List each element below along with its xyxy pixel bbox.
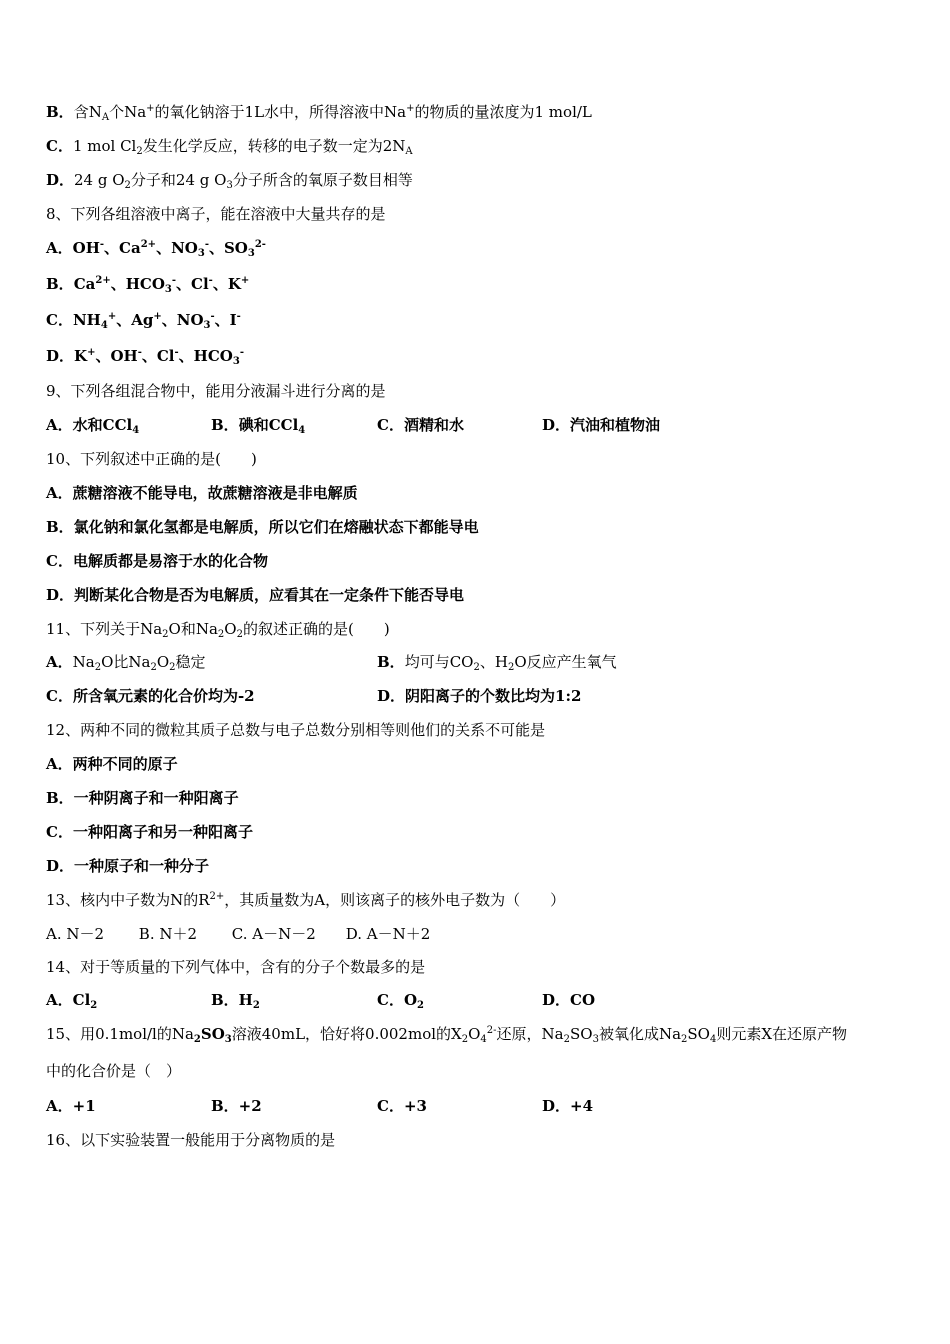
option-subscript: 4 — [298, 425, 306, 436]
option-text: 稳定 — [175, 653, 206, 671]
question-9: 9、下列各组混合物中，能用分液漏斗进行分离的是 — [46, 382, 386, 400]
ion-charge: 2+ — [140, 239, 157, 250]
q10-option-b: B．氯化钠和氯化氢都是电解质，所以它们在熔融状态下都能导电 — [46, 518, 479, 536]
q14-option-b — [211, 990, 260, 1010]
q7d-sub2: 3 — [226, 180, 233, 191]
option-label: B． — [211, 416, 239, 434]
ion-charge: 2- — [486, 1025, 497, 1036]
formula-subscript: 2 — [461, 1034, 469, 1045]
option-label: A． — [46, 416, 73, 434]
ion-charge: 2- — [254, 239, 266, 250]
question-15-continued: 中的化合价是（ ） — [46, 1062, 182, 1080]
ion-text: 、Ag — [116, 311, 154, 329]
formula-subscript: 2 — [150, 662, 157, 673]
option-label: C． — [46, 137, 73, 155]
q7-option-b — [46, 102, 592, 122]
ion-charge: - — [171, 275, 177, 286]
formula-subscript: 4 — [480, 1034, 487, 1045]
q12-option-a: A．两种不同的原子 — [46, 755, 178, 773]
formula-subscript: 2 — [681, 1034, 688, 1045]
question-12: 12、两种不同的微粒其质子总数与电子总数分别相等则他们的关系不可能是 — [46, 721, 546, 739]
formula-subscript: 2 — [169, 662, 176, 673]
formula-subscript: 2 — [162, 629, 169, 640]
q8-option-a — [46, 238, 266, 258]
formula-subscript: 3 — [592, 1034, 599, 1045]
q7b-sup2: + — [406, 103, 415, 114]
q10-option-d: D．判断某化合物是否为电解质，应看其在一定条件下能否导电 — [46, 586, 465, 604]
question-text: 则元素X在还原产物 — [716, 1025, 848, 1043]
q7c-sub2: A — [405, 146, 413, 157]
ion-charge: - — [236, 311, 241, 322]
question-8: 8、下列各组溶液中离子，能在溶液中大量共存的是 — [46, 205, 386, 223]
ion-text: 、I — [214, 311, 237, 329]
q9-option-b — [211, 415, 305, 435]
ion-subscript: 3 — [164, 284, 172, 295]
option-text: O — [156, 653, 170, 671]
formula-subscript: 2 — [217, 629, 225, 640]
ion-charge: 2+ — [95, 275, 111, 286]
q7b-sup1: + — [146, 103, 155, 114]
question-13 — [46, 890, 565, 910]
q7b-sub1: A — [101, 112, 110, 123]
q9-option-c: C．酒精和水 — [377, 416, 464, 434]
q11-option-b — [377, 652, 617, 672]
formula-subscript: 2 — [236, 629, 243, 640]
option-label: B． — [46, 103, 74, 121]
option-text: 碘和CCl — [238, 416, 299, 434]
formula-subscript: 2 — [473, 662, 480, 673]
question-text: O — [468, 1025, 481, 1043]
ion-charge: + — [87, 347, 96, 358]
q15-option-c: C．+3 — [377, 1097, 427, 1115]
ion-text: 、HCO — [178, 347, 233, 365]
question-text: 被氧化成Na — [598, 1025, 682, 1043]
q12-option-b: B．一种阴离子和一种阳离子 — [46, 789, 239, 807]
q7b-text3: 的氧化钠溶于1L水中，所得溶液中Na — [154, 103, 407, 121]
q8-option-c — [46, 310, 241, 330]
q7c-text1: 1 mol Cl — [72, 137, 137, 155]
ion-charge: + — [153, 311, 162, 322]
q11-option-c: C．所含氧元素的化合价均为-2 — [46, 687, 255, 705]
option-text: 均可与CO — [404, 653, 474, 671]
q11-option-a — [46, 652, 206, 672]
question-text: 还原，Na — [496, 1025, 564, 1043]
ion-charge: - — [174, 347, 179, 358]
q7b-text4: 的物质的量浓度为1 mol/L — [414, 103, 592, 121]
question-text: 15、用0.1mol/l的Na — [46, 1025, 194, 1043]
ion-text: NH — [72, 311, 101, 329]
q14-option-a — [46, 990, 97, 1010]
q9-option-a — [46, 415, 139, 435]
ion-charge: 2+ — [209, 891, 225, 902]
ion-text: 、K — [212, 275, 241, 293]
ion-charge: - — [210, 311, 215, 322]
ion-subscript: 3 — [232, 356, 240, 367]
formula-subscript: 4 — [709, 1034, 717, 1045]
question-text: ，其质量数为A，则该离子的核外电子数为（ ） — [224, 891, 566, 909]
formula-subscript: 2 — [90, 1000, 98, 1011]
option-label: B． — [377, 653, 405, 671]
ion-subscript: 3 — [247, 248, 255, 259]
question-text: SO — [569, 1025, 593, 1043]
q7b-text2: 个Na — [109, 103, 147, 121]
option-text: B．H — [211, 991, 253, 1009]
option-label: D． — [46, 171, 75, 189]
ion-charge: - — [208, 275, 213, 286]
question-text: 13、核内中子数为N的R — [46, 891, 210, 909]
q7d-text1: 24 g O — [74, 171, 125, 189]
option-text: 水和CCl — [72, 416, 133, 434]
formula-subscript: 3 — [224, 1034, 232, 1045]
option-label: C． — [46, 311, 73, 329]
question-text: O和Na — [168, 620, 218, 638]
question-15 — [46, 1024, 847, 1044]
q15-option-b: B．+2 — [211, 1097, 262, 1115]
formula-subscript: 2 — [417, 1000, 424, 1011]
option-label: B． — [46, 275, 74, 293]
formula-subscript: 2 — [507, 662, 515, 673]
ion-charge: + — [107, 311, 117, 322]
q9-option-d: D．汽油和植物油 — [542, 416, 661, 434]
option-text: O比Na — [101, 653, 151, 671]
q7-option-d — [46, 170, 413, 190]
option-subscript: 4 — [132, 425, 140, 436]
ion-text: 、Ca — [104, 239, 141, 257]
question-text: 溶液40mL，恰好将0.002mol的X — [231, 1025, 462, 1043]
ion-charge: - — [99, 239, 105, 250]
ion-text: 、OH — [95, 347, 138, 365]
ion-text: 、NO — [156, 239, 198, 257]
ion-text: 、SO — [208, 239, 248, 257]
ion-text: Ca — [73, 275, 96, 293]
q7d-text2: 分子和24 g O — [130, 171, 227, 189]
question-text: O — [224, 620, 237, 638]
q14-option-c — [377, 990, 424, 1010]
q15-option-a: A．+1 — [46, 1097, 96, 1115]
option-text: O反应产生氧气 — [514, 653, 617, 671]
q12-option-c: C．一种阳离子和另一种阳离子 — [46, 823, 253, 841]
q7c-text2: 发生化学反应，转移的电子数一定为2N — [142, 137, 406, 155]
ion-charge: + — [240, 275, 250, 286]
ion-charge: - — [137, 347, 142, 358]
q10-option-c: C．电解质都是易溶于水的化合物 — [46, 552, 268, 570]
q7d-text3: 分子所含的氧原子数目相等 — [232, 171, 413, 189]
q11-option-d: D．阴阳离子的个数比均为1:2 — [377, 687, 582, 705]
question-10: 10、下列叙述中正确的是( ) — [46, 450, 257, 468]
option-label: A． — [46, 239, 73, 257]
q7c-sub1: 2 — [136, 146, 143, 157]
formula-subscript: 2 — [252, 1000, 260, 1011]
ion-charge: - — [204, 239, 209, 250]
option-text: 、H — [479, 653, 508, 671]
q10-option-a: A．蔗糖溶液不能导电，故蔗糖溶液是非电解质 — [46, 484, 358, 502]
ion-text: K — [74, 347, 88, 365]
question-14: 14、对于等质量的下列气体中，含有的分子个数最多的是 — [46, 958, 426, 976]
ion-text: OH — [72, 239, 100, 257]
option-text: C．O — [377, 991, 418, 1009]
question-11 — [46, 619, 390, 639]
option-label: A． — [46, 653, 73, 671]
ion-subscript: 3 — [203, 320, 211, 331]
ion-text: 、Cl — [176, 275, 209, 293]
ion-subscript: 3 — [197, 248, 205, 259]
ion-text: 、HCO — [110, 275, 165, 293]
q7b-text1: 含N — [73, 103, 102, 121]
q7d-sub1: 2 — [124, 180, 131, 191]
q15-option-d: D．+4 — [542, 1097, 594, 1115]
q13-options: A. N－2 B. N＋2 C. A－N－2 D. A－N＋2 — [46, 925, 431, 943]
option-label: D． — [46, 347, 75, 365]
formula-subscript: 2 — [94, 662, 102, 673]
question-text: SO — [687, 1025, 710, 1043]
question-16: 16、以下实验装置一般能用于分离物质的是 — [46, 1131, 336, 1149]
option-text: Na — [72, 653, 95, 671]
q12-option-d: D．一种原子和一种分子 — [46, 857, 210, 875]
option-text: A．Cl — [46, 991, 91, 1009]
formula-subscript: 2 — [193, 1034, 201, 1045]
ion-text: 、NO — [161, 311, 204, 329]
q14-option-d: D．CO — [542, 991, 596, 1009]
formula-subscript: 2 — [563, 1034, 570, 1045]
q7-option-c — [46, 136, 413, 156]
question-text: 的叙述正确的是( ) — [242, 620, 390, 638]
q8-option-b — [46, 274, 249, 294]
q8-option-d — [46, 346, 244, 366]
question-text: 11、下列关于Na — [46, 620, 163, 638]
ion-subscript: 4 — [100, 320, 108, 331]
ion-charge: - — [239, 347, 244, 358]
ion-text: 、Cl — [141, 347, 175, 365]
question-text: SO — [200, 1025, 225, 1043]
